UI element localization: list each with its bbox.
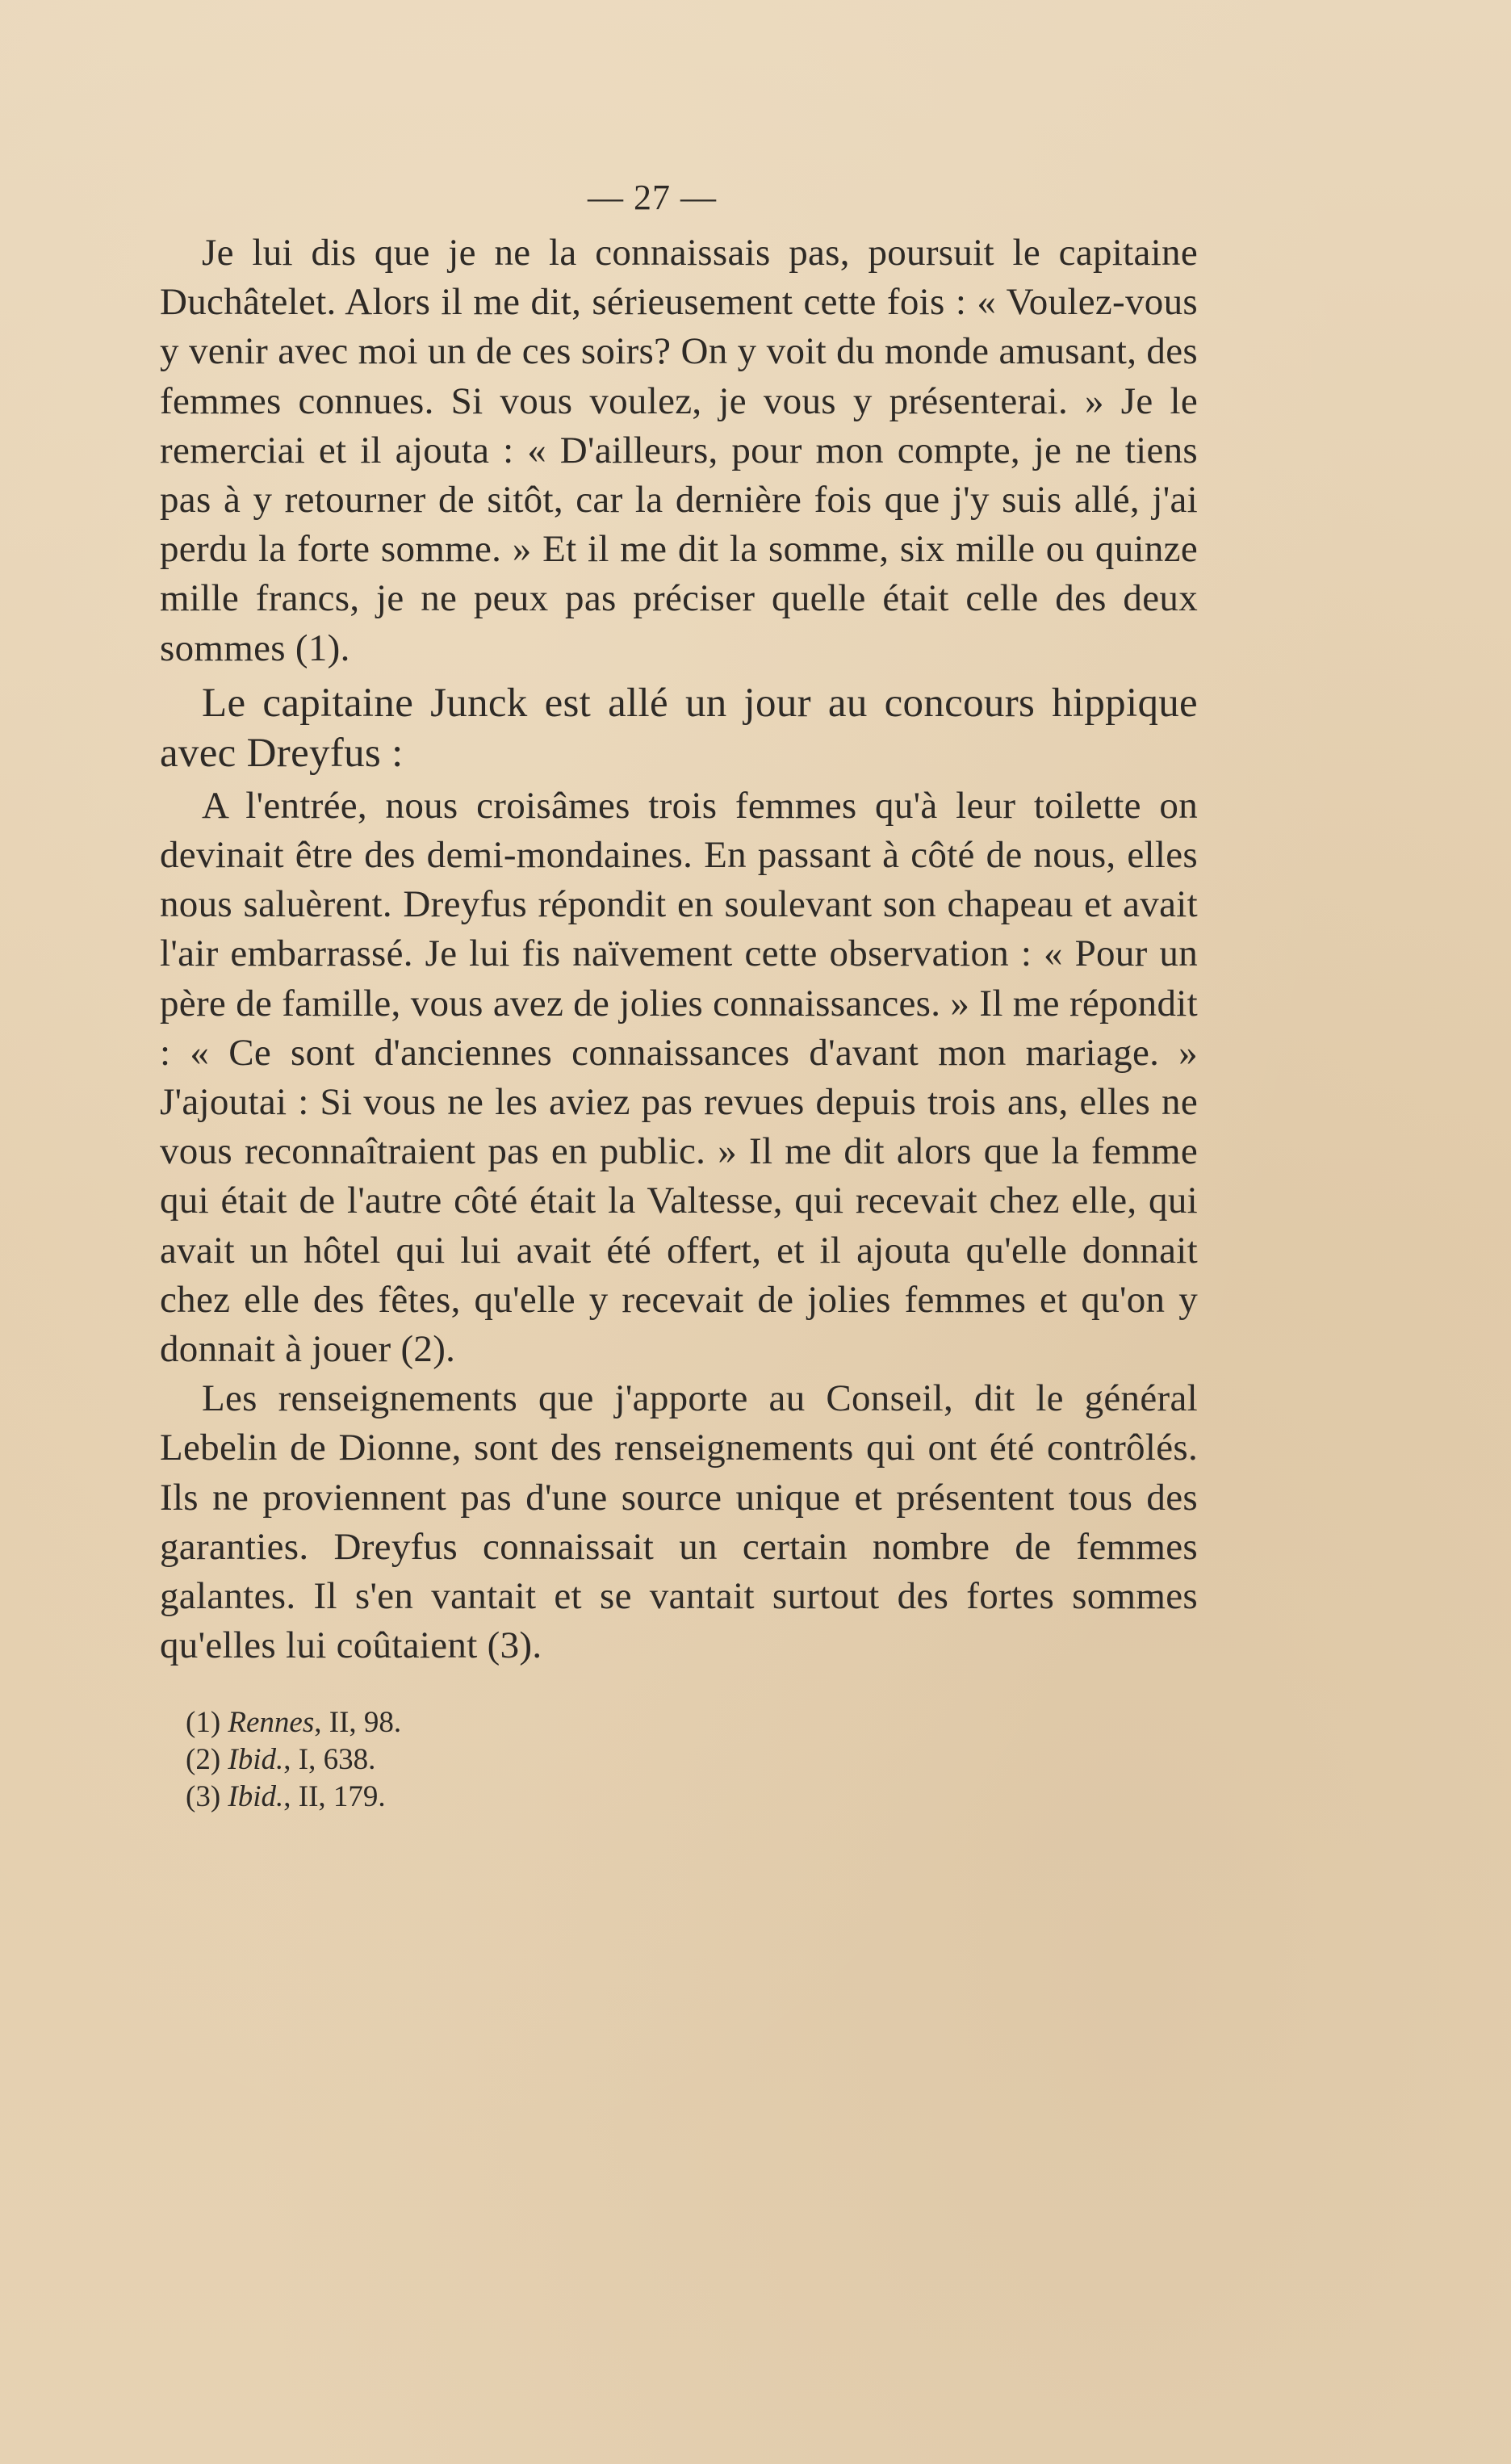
- paragraph-junck-intro: Le capitaine Junck est allé un jour au concours hippique avec Dreyfus :: [160, 680, 1198, 776]
- text-block: [160, 174, 1198, 1816]
- footnote-marker: (3): [186, 1780, 221, 1814]
- footnote-source: Ibid.: [228, 1743, 284, 1777]
- footnote-3: [160, 1779, 1198, 1816]
- page-number: — 27 —: [588, 178, 717, 217]
- paragraph-junck-quote: A l'entrée, nous croisâmes trois femmes qu'à leur toilette on devinait être des demi-mondaines. En passant à côté de nous, elles nous saluèrent. Dreyfus répondit en soulevant son chapeau et avait l'air embarrassé. Je lui fis naïvement cette observation : « Pour un père de famille, vous avez de jolies connaissances. » Il me répondit : « Ce sont d'anciennes connaissances d'avant mon mariage. » J'ajoutai : Si vous ne les aviez pas revues depuis trois ans, elles ne vous reconnaîtraient pas en public. » Il me dit alors que la femme qui était de l'autre côté était la Valtesse, qui recevait chez elle, qui avait un hôtel qui lui avait été offert, et il ajouta qu'elle donnait chez elle des fêtes, qu'elle y recevait de jolies femmes et qu'on y donnait à jouer (2).: [160, 784, 1198, 1371]
- footnote-ref: , I, 638.: [283, 1743, 376, 1777]
- paragraph-lebelin: Les renseignements que j'apporte au Conseil, dit le général Lebelin de Dionne, sont des renseignements qui ont été contrôlés. Ils ne proviennent pas d'une source unique et présentent tous des garanties. Dreyfus connaissait un certain nombre de femmes galantes. Il s'en vantait et se vantait surtout des fortes sommes qu'elles lui coûtaient (3).: [160, 1377, 1198, 1667]
- footnote-source: Rennes: [228, 1706, 315, 1740]
- footnote-2: [160, 1741, 1198, 1779]
- footnote-marker: (1): [186, 1706, 221, 1740]
- footnote-marker: (2): [186, 1743, 221, 1777]
- paragraph-duchatelet: Je lui dis que je ne la connaissais pas, poursuit le capitaine Duchâtelet. Alors il me dit, sérieusement cette fois : « Voulez-vous y venir avec moi un de ces soirs? On y voit du monde amusant, des femmes connues. Si vous voulez, je vous y présenterai. » Je le remerciai et il ajouta : « D'ailleurs, pour mon compte, je ne tiens pas à y retourner de sitôt, car la dernière fois que j'y suis allé, j'ai perdu la forte somme. » Et il me dit la somme, six mille ou quinze mille francs, je ne peux pas préciser quelle était celle des deux sommes (1).: [160, 232, 1198, 669]
- footnote-ref: , II, 179.: [283, 1780, 386, 1814]
- footnote-ref: , II, 98.: [314, 1706, 402, 1740]
- footnotes: [160, 1704, 1198, 1816]
- footnote-1: [160, 1704, 1198, 1741]
- footnote-source: Ibid.: [228, 1780, 284, 1814]
